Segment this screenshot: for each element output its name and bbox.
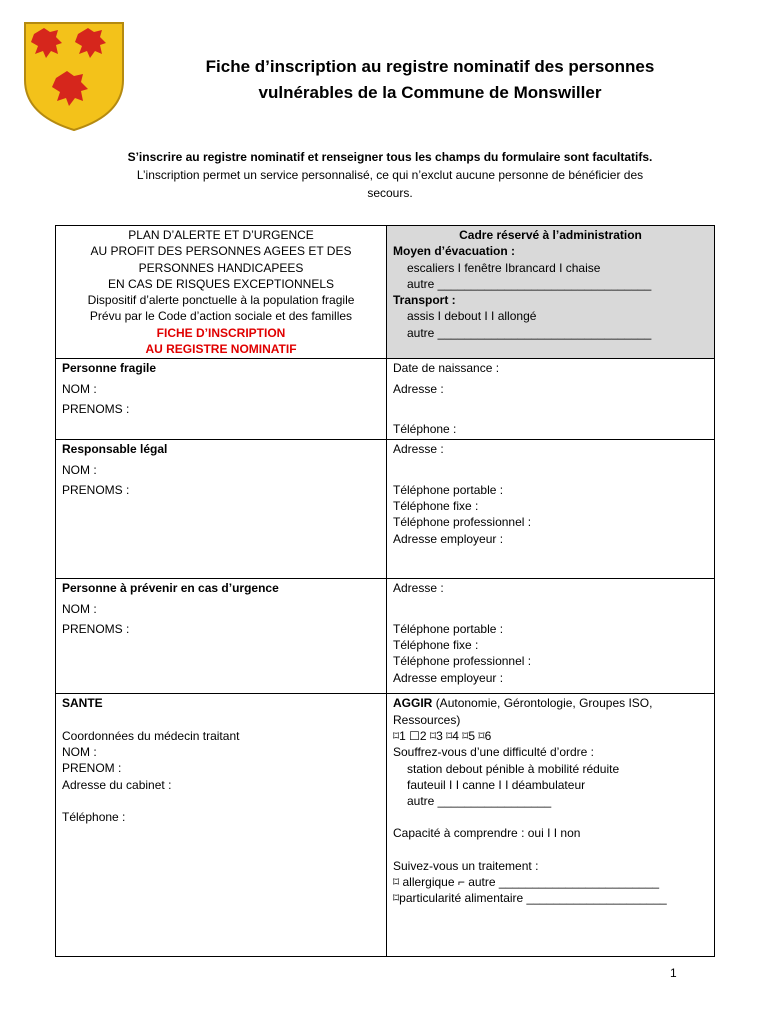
date-naissance-field[interactable]: Date de naissance :: [393, 361, 500, 376]
tel-fixe-field[interactable]: Téléphone fixe :: [393, 637, 479, 652]
plan-line: EN CAS DE RISQUES EXCEPTIONNELS: [107, 276, 335, 291]
prenoms-field[interactable]: PRENOMS :: [62, 482, 130, 497]
plan-cell: [56, 226, 387, 359]
prenom-field[interactable]: PRENOM :: [62, 761, 122, 776]
plan-line: Prévu par le Code d’action sociale et des familles: [89, 309, 353, 324]
difficulte-label: Souffrez-vous d’une difficulté d’ordre :: [393, 745, 595, 760]
registration-form-table: [55, 225, 715, 957]
transport-options[interactable]: assis I debout I I allongé: [407, 309, 537, 324]
alimentaire-option[interactable]: ⌑particularité alimentaire _____________________: [393, 891, 667, 906]
aggir-cell: [387, 694, 715, 957]
difficulte-options-1[interactable]: station debout pénible à mobilité réduite: [407, 761, 620, 776]
adresse-employeur-field[interactable]: Adresse employeur :: [393, 670, 504, 685]
intro-text: [70, 148, 710, 202]
medecin-heading: Coordonnées du médecin traitant: [62, 728, 240, 743]
prenoms-field[interactable]: PRENOMS :: [62, 621, 130, 636]
page-number: 1: [670, 966, 677, 980]
header-row: [56, 226, 715, 359]
tel-pro-field[interactable]: Téléphone professionnel :: [393, 654, 532, 669]
prenoms-field[interactable]: PRENOMS :: [62, 401, 130, 416]
traitement-label: Suivez-vous un traitement :: [393, 858, 539, 873]
capacite-comprendre[interactable]: Capacité à comprendre : oui I I non: [393, 826, 581, 841]
plan-line: Dispositif d’alerte ponctuelle à la population fragile: [87, 293, 355, 308]
tel-portable-field[interactable]: Téléphone portable :: [393, 621, 504, 636]
tel-pro-field[interactable]: Téléphone professionnel :: [393, 515, 532, 530]
section-title: Personne à prévenir en cas d’urgence: [62, 581, 279, 596]
adresse-employeur-field[interactable]: Adresse employeur :: [393, 531, 504, 546]
adresse-field[interactable]: Adresse :: [393, 442, 444, 457]
page-title: [150, 54, 710, 106]
section-title: SANTE: [62, 696, 103, 711]
evacuation-options[interactable]: escaliers I fenêtre Ibrancard I chaise: [407, 260, 601, 275]
nom-field[interactable]: NOM :: [62, 381, 97, 396]
personne-fragile-left: [56, 359, 387, 440]
sante-left: [56, 694, 387, 957]
personne-fragile-row: [56, 359, 715, 440]
difficulte-other-field[interactable]: autre _________________: [407, 794, 552, 809]
plan-line: PERSONNES HANDICAPEES: [138, 260, 304, 275]
urgence-right: [387, 579, 715, 694]
urgence-left: [56, 579, 387, 694]
sante-row: [56, 694, 715, 957]
gir-level-checkboxes[interactable]: ⌑1 ☐2 ⌑3 ⌑4 ⌑5 ⌑6: [393, 728, 492, 743]
coat-of-arms-logo: [22, 20, 126, 132]
aggir-description: (Autonomie, Gérontologie, Groupes ISO,: [435, 696, 653, 711]
nom-field[interactable]: NOM :: [62, 744, 97, 759]
transport-other-field[interactable]: autre ________________________________: [407, 325, 652, 340]
urgence-row: [56, 579, 715, 694]
admin-cell: [387, 226, 715, 359]
aggir-description-2: Ressources): [393, 712, 461, 727]
tel-fixe-field[interactable]: Téléphone fixe :: [393, 498, 479, 513]
intro-line-3: secours.: [367, 186, 413, 200]
plan-line: AU PROFIT DES PERSONNES AGEES ET DES: [90, 244, 352, 259]
evacuation-other-field[interactable]: autre ________________________________: [407, 276, 652, 291]
aggir-heading: [393, 695, 708, 711]
registre-nominatif-heading: AU REGISTRE NOMINATIF: [145, 342, 297, 357]
transport-label: Transport :: [393, 293, 456, 308]
tel-portable-field[interactable]: Téléphone portable :: [393, 482, 504, 497]
intro-bold-line: S’inscrire au registre nominatif et renseigner tous les champs du formulaire sont facultatifs.: [127, 150, 653, 164]
telephone-field[interactable]: Téléphone :: [62, 809, 126, 824]
aggir-label: AGGIR: [393, 696, 433, 711]
responsable-legal-row: [56, 440, 715, 579]
admin-title: Cadre réservé à l’administration: [459, 228, 642, 242]
fiche-inscription-heading: FICHE D’INSCRIPTION: [156, 325, 286, 340]
evacuation-label: Moyen d’évacuation :: [393, 244, 516, 259]
responsable-left: [56, 440, 387, 579]
nom-field[interactable]: NOM :: [62, 462, 97, 477]
responsable-right: [387, 440, 715, 579]
title-line-1: Fiche d’inscription au registre nominatif des personnes: [205, 57, 655, 76]
adresse-field[interactable]: Adresse :: [393, 581, 444, 596]
section-title: Responsable légal: [62, 442, 168, 457]
personne-fragile-right: [387, 359, 715, 440]
difficulte-options-2[interactable]: fauteuil I I canne I I déambulateur: [407, 777, 586, 792]
adresse-field[interactable]: Adresse :: [393, 381, 444, 396]
nom-field[interactable]: NOM :: [62, 601, 97, 616]
allergique-option[interactable]: ⌑ allergique ⌐ autre ________________________: [393, 875, 660, 890]
title-line-2: vulnérables de la Commune de Monswiller: [258, 83, 602, 102]
intro-line-2: L’inscription permet un service personnalisé, ce qui n’exclut aucune personne de bénéficier des: [136, 168, 644, 182]
telephone-field[interactable]: Téléphone :: [393, 421, 457, 436]
plan-line: PLAN D’ALERTE ET D’URGENCE: [128, 228, 314, 242]
adresse-cabinet-field[interactable]: Adresse du cabinet :: [62, 777, 172, 792]
section-title: Personne fragile: [62, 361, 157, 376]
